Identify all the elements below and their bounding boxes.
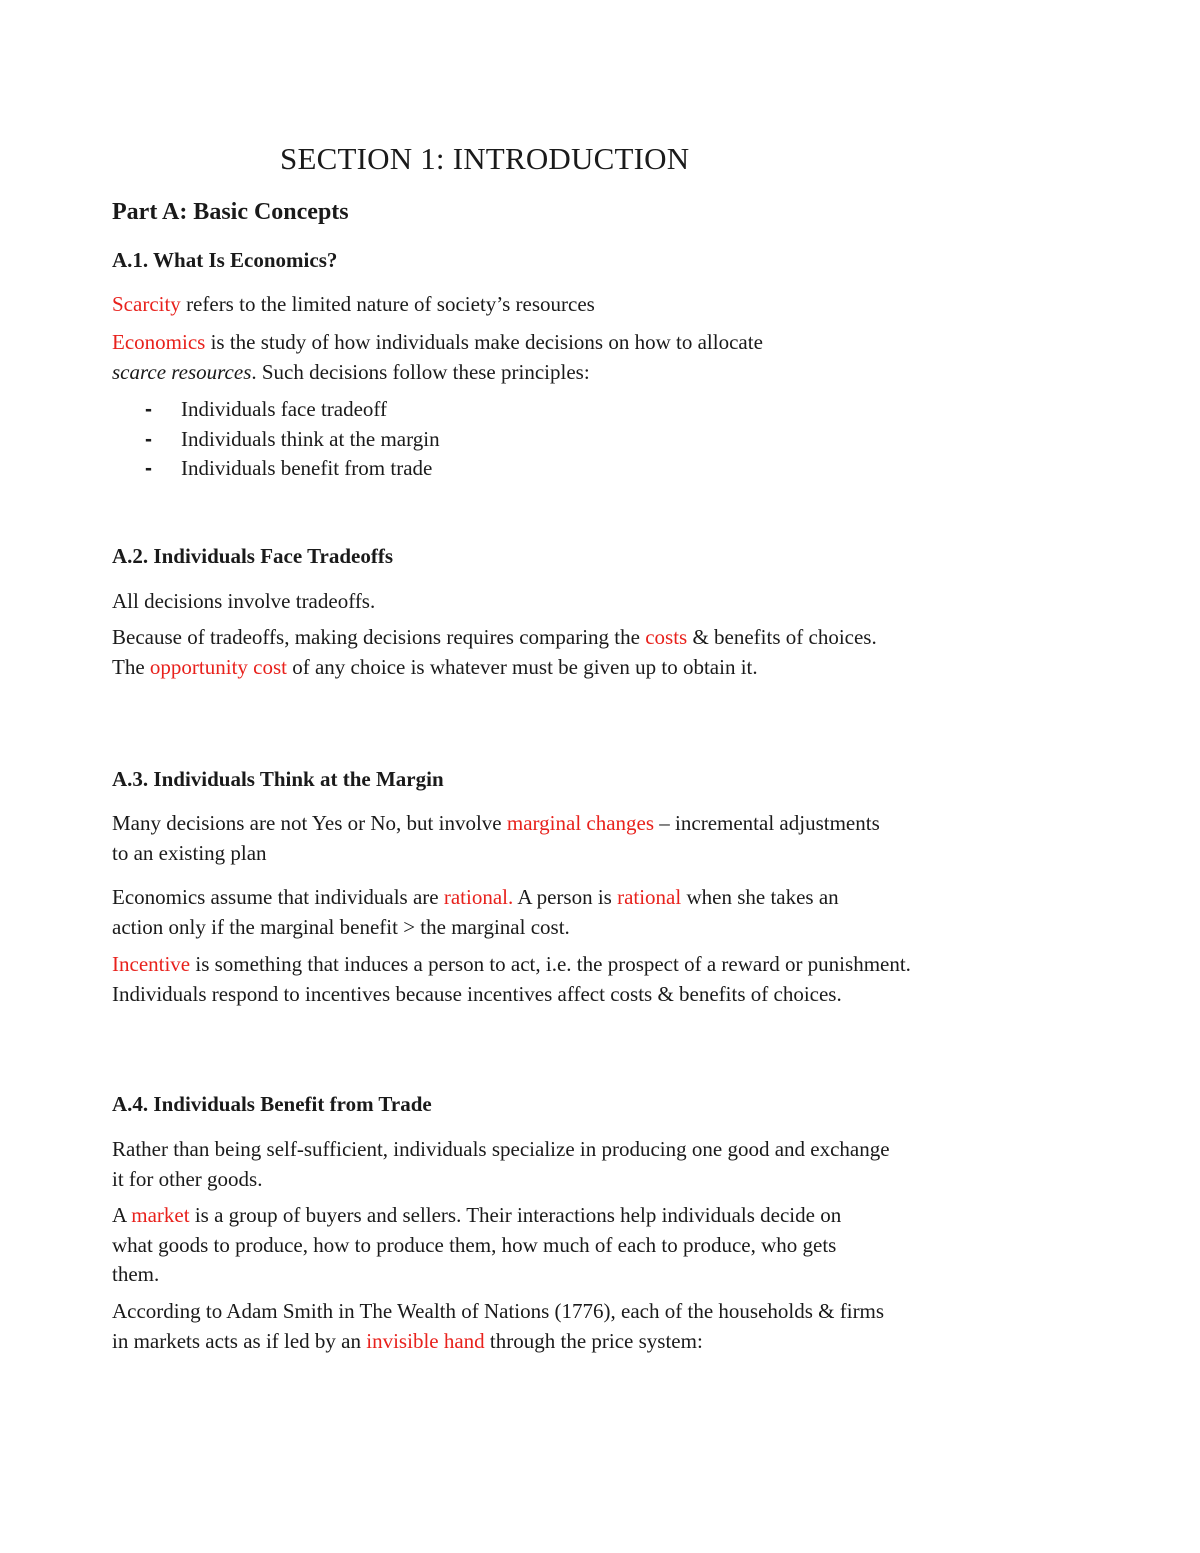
term-rational: rational. — [443, 885, 514, 909]
term-marginal-changes: marginal changes — [506, 811, 655, 835]
tradeoffs-paragraph: All decisions involve tradeoffs. — [112, 589, 376, 613]
invisible-hand-paragraph: According to Adam Smith in The Wealth of Nations (1776), each of the households & firms in markets acts as if led by an invisible hand through the price system: — [112, 1299, 885, 1353]
scarcity-paragraph: Scarcity refers to the limited nature of society’s resources — [112, 292, 595, 316]
term-economics: Economics — [112, 330, 206, 354]
section-title: SECTION 1: INTRODUCTION — [280, 141, 690, 176]
a3-heading: A.3. Individuals Think at the Margin — [112, 767, 444, 791]
term-scarcity: Scarcity — [112, 292, 181, 316]
term-costs: costs — [645, 625, 688, 649]
dash-marker: - — [145, 457, 152, 480]
a2-heading: A.2. Individuals Face Tradeoffs — [112, 544, 393, 568]
term-invisible-hand: invisible hand — [366, 1328, 485, 1353]
costs-benefits-paragraph: Because of tradeoffs, making decisions requires comparing the costs & benefits of choices. The opportunity cost of any choice is whatever must be given up to obtain it. — [112, 625, 877, 679]
principles-list — [145, 395, 440, 484]
term-rational: rational — [617, 885, 682, 909]
part-a-heading: Part A: Basic Concepts — [112, 199, 349, 225]
a1-heading: A.1. What Is Economics? — [112, 248, 338, 272]
marginal-changes-paragraph: Many decisions are not Yes or No, but involve marginal changes – incremental adjustments to an existing plan — [112, 811, 880, 865]
scarce-resources-emphasis: scarce resources — [112, 359, 252, 384]
a4-heading: A.4. Individuals Benefit from Trade — [112, 1092, 432, 1116]
list-item: - Individuals think at the margin — [145, 425, 440, 455]
specialization-paragraph: Rather than being self-sufficient, individuals specialize in producing one good and exchange it for other goods. — [112, 1137, 890, 1191]
term-market: market — [131, 1203, 190, 1227]
list-item: - Individuals face tradeoff — [145, 395, 440, 425]
economics-paragraph: Economics is the study of how individuals make decisions on how to allocate scarce resources. Such decisions follow these principles: — [112, 330, 763, 384]
dash-marker: - — [145, 427, 152, 451]
dash-marker: - — [145, 398, 152, 421]
term-incentive: Incentive — [112, 952, 191, 976]
market-paragraph: A market is a group of buyers and sellers. Their interactions help individuals decide on what goods to produce, how to produce them, how much of each to produce, who gets them. — [112, 1203, 842, 1286]
term-opportunity-cost: opportunity cost — [149, 654, 287, 679]
list-item: - Individuals benefit from trade — [145, 454, 440, 484]
incentive-paragraph: Incentive is something that induces a person to act, i.e. the prospect of a reward or punishment. Individuals respond to incentives because incentives affect costs & benefits of choices. — [112, 952, 911, 1006]
rational-paragraph: Economics assume that individuals are rational. A person is rational when she takes an action only if the marginal benefit > the marginal cost. — [112, 885, 839, 939]
